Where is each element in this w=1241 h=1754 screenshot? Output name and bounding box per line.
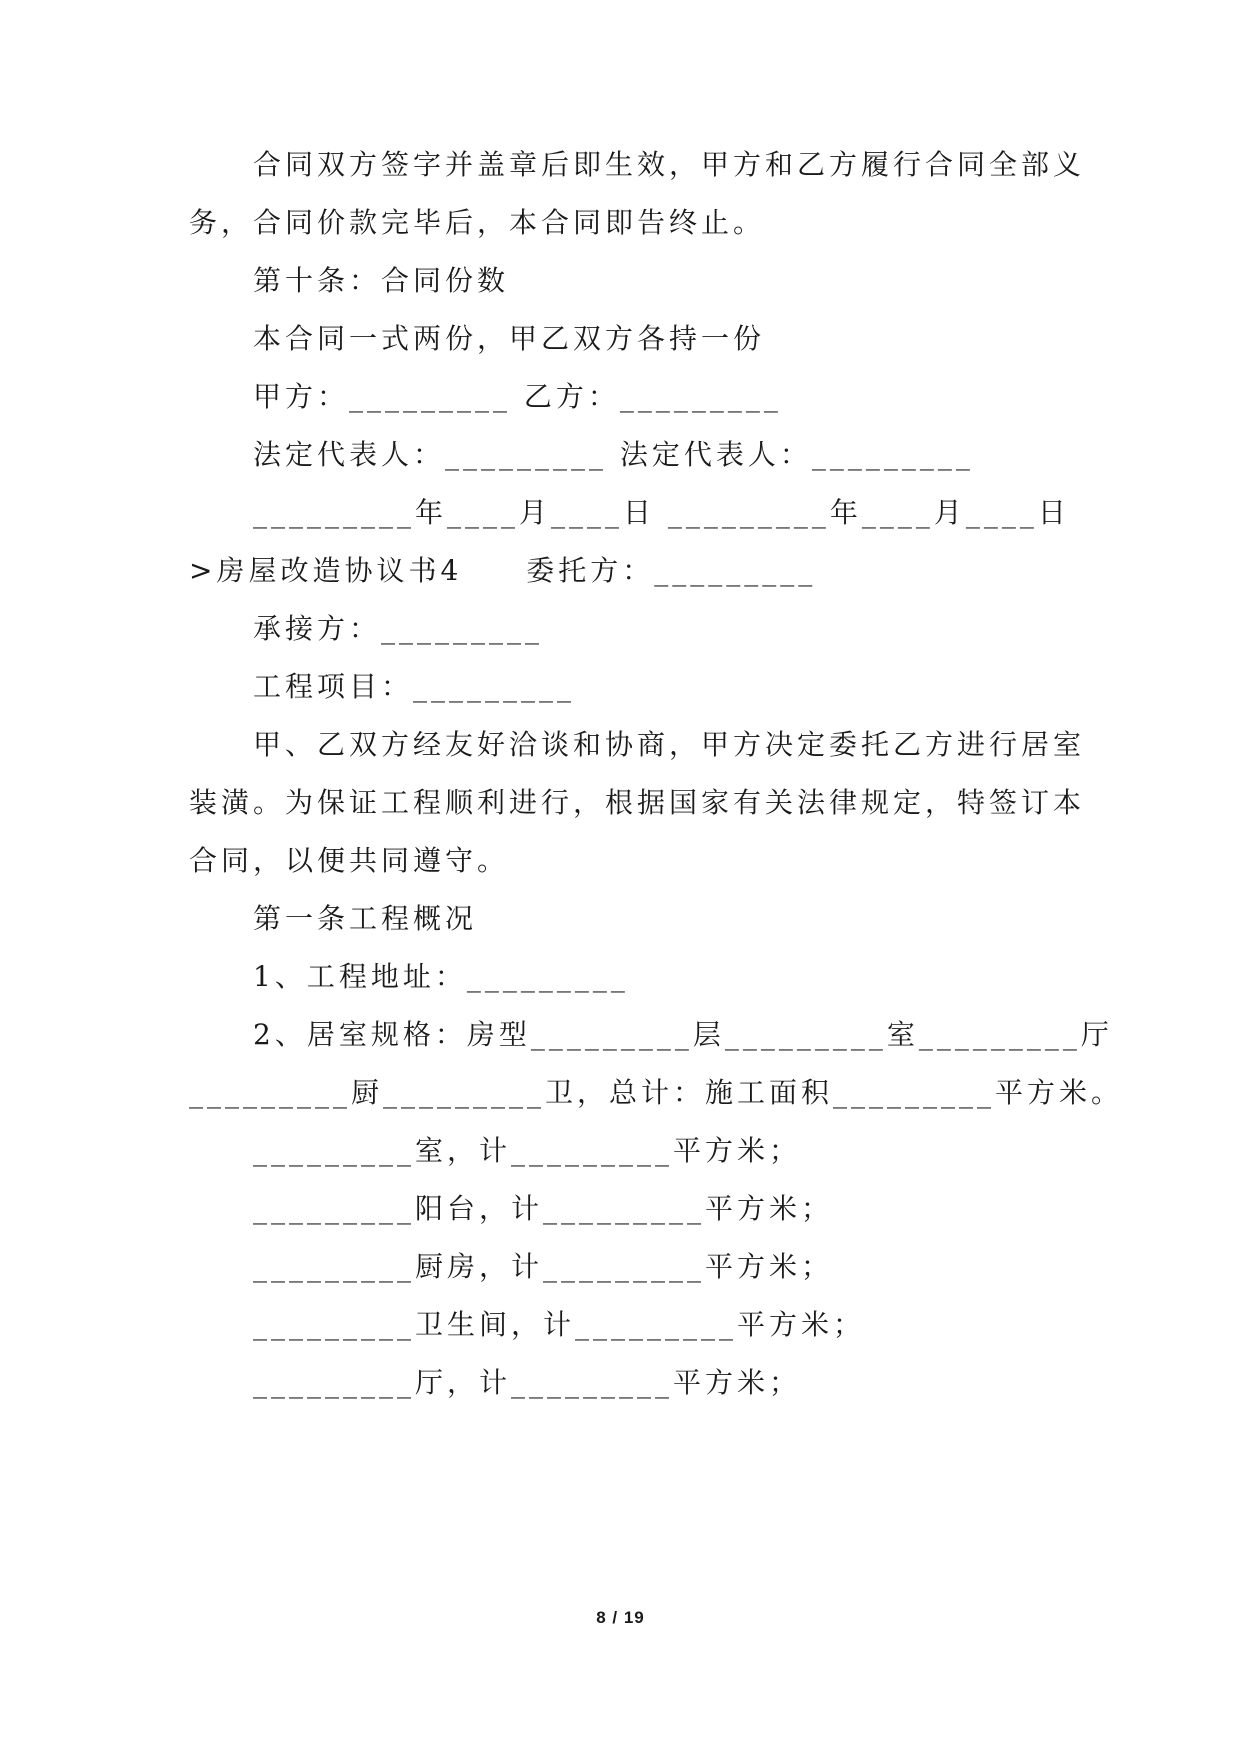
page-number: 8 / 19 bbox=[596, 1608, 645, 1627]
text-line-2: 务，合同价款完毕后，本合同即告终止。 bbox=[189, 206, 766, 239]
text-line-14: 第一条工程概况 bbox=[253, 902, 478, 935]
text-line-8: >房屋改造协议书4 委托方：_________ bbox=[189, 554, 817, 587]
text-line-11: 甲、乙双方经友好洽谈和协商，甲方决定委托乙方进行居室 bbox=[253, 728, 1086, 761]
text-line-17: _________厨_________卫，总计：施工面积_________平方米。 bbox=[189, 1076, 1124, 1109]
text-line-19: _________阳台，计_________平方米； bbox=[253, 1192, 834, 1225]
text-line-9: 承接方：_________ bbox=[253, 612, 544, 645]
text-line-4: 本合同一式两份，甲乙双方各持一份 bbox=[253, 322, 766, 355]
text-line-1: 合同双方签字并盖章后即生效，甲方和乙方履行合同全部义 bbox=[253, 148, 1086, 181]
text-line-12: 装潢。为保证工程顺利进行，根据国家有关法律规定，特签订本 bbox=[189, 786, 1086, 819]
text-line-20: _________厨房，计_________平方米； bbox=[253, 1250, 834, 1283]
text-line-15: 1、工程地址：_________ bbox=[253, 960, 629, 993]
text-line-16: 2、居室规格：房型_________层_________室_________厅 bbox=[253, 1018, 1113, 1051]
text-line-22: _________厅，计_________平方米； bbox=[253, 1366, 802, 1399]
text-line-13: 合同，以便共同遵守。 bbox=[189, 844, 510, 877]
text-line-18: _________室，计_________平方米； bbox=[253, 1134, 802, 1167]
text-line-21: _________卫生间，计_________平方米； bbox=[253, 1308, 866, 1341]
text-line-10: 工程项目：_________ bbox=[253, 670, 576, 703]
text-line-3: 第十条：合同份数 bbox=[253, 264, 510, 297]
text-line-6: 法定代表人：_________ 法定代表人：_________ bbox=[253, 438, 974, 471]
text-line-5: 甲方：_________ 乙方：_________ bbox=[253, 380, 782, 413]
text-line-7: _________年____月____日 _________年____月____日 bbox=[253, 496, 1070, 529]
